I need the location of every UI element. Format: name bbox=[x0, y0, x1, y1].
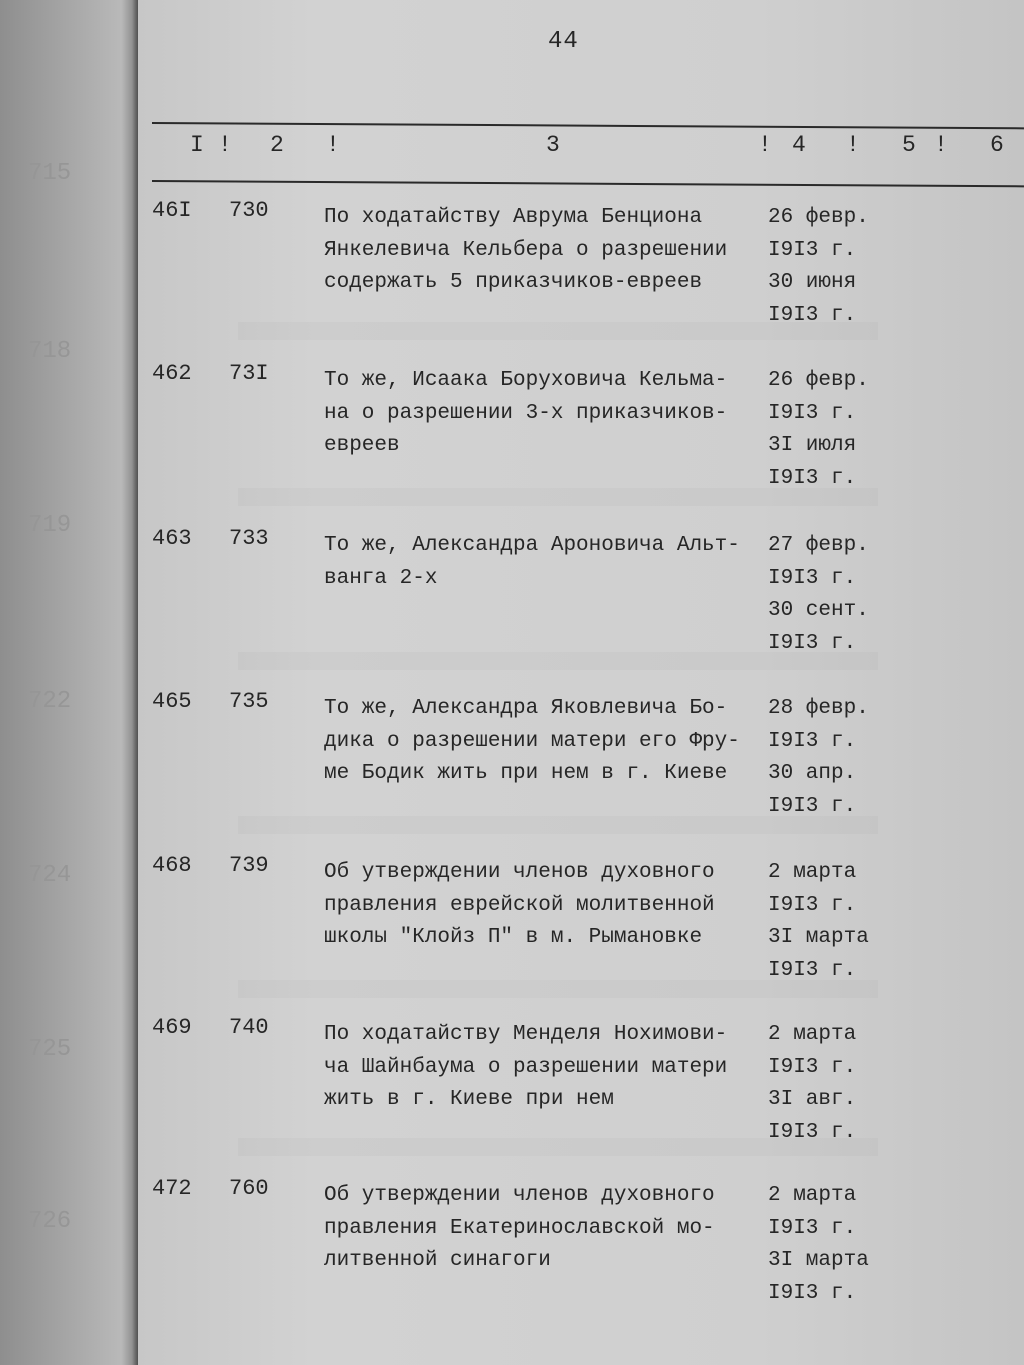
description-line: Об утверждении членов духовного bbox=[324, 861, 715, 884]
entry-dates bbox=[768, 365, 869, 495]
description-line: на о разрешении 3-х приказчиков- bbox=[324, 401, 728, 425]
entry-description bbox=[324, 857, 774, 955]
date-line: 3I марта bbox=[768, 1249, 869, 1273]
entry-dates bbox=[768, 693, 869, 823]
header-col-6: 6 bbox=[990, 132, 1004, 158]
description-line: правления еврейской молитвенной bbox=[324, 893, 715, 917]
description-line: школы "Клойз П" в м. Рымановке bbox=[324, 926, 703, 950]
list-item bbox=[138, 1012, 1024, 1172]
header-separator: ! bbox=[218, 132, 232, 158]
entry-number: 468 bbox=[152, 853, 192, 878]
entry-description bbox=[324, 202, 774, 300]
description-line: ме Бодик жить при нем в г. Киеве bbox=[324, 762, 728, 786]
list-item bbox=[138, 523, 1024, 683]
date-line: 27 февр. bbox=[768, 534, 869, 557]
description-line: То же, Александра Яковлевича Бо- bbox=[324, 697, 728, 720]
date-line: 30 июня bbox=[768, 271, 857, 295]
date-line: I9I3 г. bbox=[768, 401, 857, 425]
description-line: дика о разрешении матери его Фру- bbox=[324, 729, 740, 753]
entry-code: 760 bbox=[229, 1176, 269, 1201]
date-line: I9I3 г. bbox=[768, 893, 857, 917]
date-line: I9I3 г. bbox=[768, 958, 857, 982]
date-line: I9I3 г. bbox=[768, 1120, 857, 1144]
margin-number: 725 bbox=[28, 1036, 72, 1063]
list-item bbox=[138, 850, 1024, 1010]
entry-dates bbox=[768, 857, 869, 987]
date-line: I9I3 г. bbox=[768, 631, 857, 655]
list-item bbox=[138, 686, 1024, 846]
list-item bbox=[138, 358, 1024, 518]
entry-code: 730 bbox=[229, 198, 269, 223]
page-number: 44 bbox=[548, 28, 579, 55]
description-line: То же, Исаака Боруховича Кельма- bbox=[324, 369, 728, 392]
header-separator: ! bbox=[934, 132, 948, 158]
description-line: ча Шайнбаума о разрешении матери bbox=[324, 1055, 728, 1079]
header-col-3: 3 bbox=[546, 132, 560, 158]
entry-code: 733 bbox=[229, 526, 269, 551]
date-line: 26 февр. bbox=[768, 206, 869, 229]
entry-code: 73I bbox=[229, 361, 269, 386]
description-line: содержать 5 приказчиков-евреев bbox=[324, 271, 703, 295]
description-line: То же, Александра Ароновича Альт- bbox=[324, 534, 740, 557]
description-line: правления Екатеринославской мо- bbox=[324, 1216, 715, 1240]
margin-number: 724 bbox=[28, 862, 72, 889]
date-line: I9I3 г. bbox=[768, 303, 857, 327]
list-item bbox=[138, 1173, 1024, 1333]
entry-description bbox=[324, 693, 774, 791]
date-line: 26 февр. bbox=[768, 369, 869, 392]
list-item bbox=[138, 195, 1024, 355]
entry-description bbox=[324, 1180, 774, 1278]
date-line: 30 апр. bbox=[768, 762, 857, 786]
date-line: I9I3 г. bbox=[768, 1216, 857, 1240]
date-line: 28 февр. bbox=[768, 697, 869, 720]
date-line: 30 сент. bbox=[768, 599, 869, 623]
description-line: По ходатайству Аврума Бенциона bbox=[324, 206, 703, 229]
header-separator: ! bbox=[758, 132, 772, 158]
entry-code: 739 bbox=[229, 853, 269, 878]
entry-number: 472 bbox=[152, 1176, 192, 1201]
entry-description bbox=[324, 530, 774, 595]
date-line: I9I3 г. bbox=[768, 729, 857, 753]
margin-number: 726 bbox=[28, 1208, 72, 1235]
entry-dates bbox=[768, 530, 869, 660]
description-line: ванга 2-х bbox=[324, 566, 438, 590]
description-line: евреев bbox=[324, 434, 400, 458]
date-line: I9I3 г. bbox=[768, 238, 857, 262]
description-line: По ходатайству Менделя Нохимови- bbox=[324, 1023, 728, 1046]
entry-code: 740 bbox=[229, 1015, 269, 1040]
header-col-4: 4 bbox=[792, 132, 806, 158]
header-separator: ! bbox=[846, 132, 860, 158]
header-bottom-rule bbox=[152, 180, 1024, 187]
header-top-rule bbox=[152, 122, 1024, 129]
header-col-2: 2 bbox=[270, 132, 284, 158]
date-line: I9I3 г. bbox=[768, 1055, 857, 1079]
entry-number: 46I bbox=[152, 198, 192, 223]
header-col-1: I bbox=[190, 132, 204, 158]
description-line: Янкелевича Кельбера о разрешении bbox=[324, 238, 728, 262]
entry-number: 463 bbox=[152, 526, 192, 551]
description-line: жить в г. Киеве при нем bbox=[324, 1088, 614, 1112]
date-line: 3I марта bbox=[768, 926, 869, 950]
margin-number: 718 bbox=[28, 338, 72, 365]
description-line: литвенной синагоги bbox=[324, 1249, 551, 1273]
date-line: 2 марта bbox=[768, 1023, 857, 1046]
header-col-5: 5 bbox=[902, 132, 916, 158]
date-line: 2 марта bbox=[768, 1184, 857, 1207]
margin-number: 722 bbox=[28, 688, 72, 715]
header-separator: ! bbox=[326, 132, 340, 158]
entry-dates bbox=[768, 1019, 856, 1149]
entry-number: 462 bbox=[152, 361, 192, 386]
entry-code: 735 bbox=[229, 689, 269, 714]
entry-dates bbox=[768, 202, 869, 332]
date-line: 2 марта bbox=[768, 861, 857, 884]
margin-number: 715 bbox=[28, 160, 72, 187]
entry-description bbox=[324, 1019, 774, 1117]
date-line: 3I авг. bbox=[768, 1088, 857, 1112]
entry-description bbox=[324, 365, 774, 463]
previous-page-edge bbox=[0, 0, 138, 1365]
entry-number: 469 bbox=[152, 1015, 192, 1040]
description-line: Об утверждении членов духовного bbox=[324, 1184, 715, 1207]
date-line: I9I3 г. bbox=[768, 1281, 857, 1305]
date-line: I9I3 г. bbox=[768, 794, 857, 818]
margin-number: 719 bbox=[28, 512, 72, 539]
date-line: I9I3 г. bbox=[768, 466, 857, 490]
date-line: 3I июля bbox=[768, 434, 857, 458]
table-header bbox=[138, 132, 1024, 172]
entry-dates bbox=[768, 1180, 869, 1310]
date-line: I9I3 г. bbox=[768, 566, 857, 590]
entry-number: 465 bbox=[152, 689, 192, 714]
document-page bbox=[138, 0, 1024, 1365]
